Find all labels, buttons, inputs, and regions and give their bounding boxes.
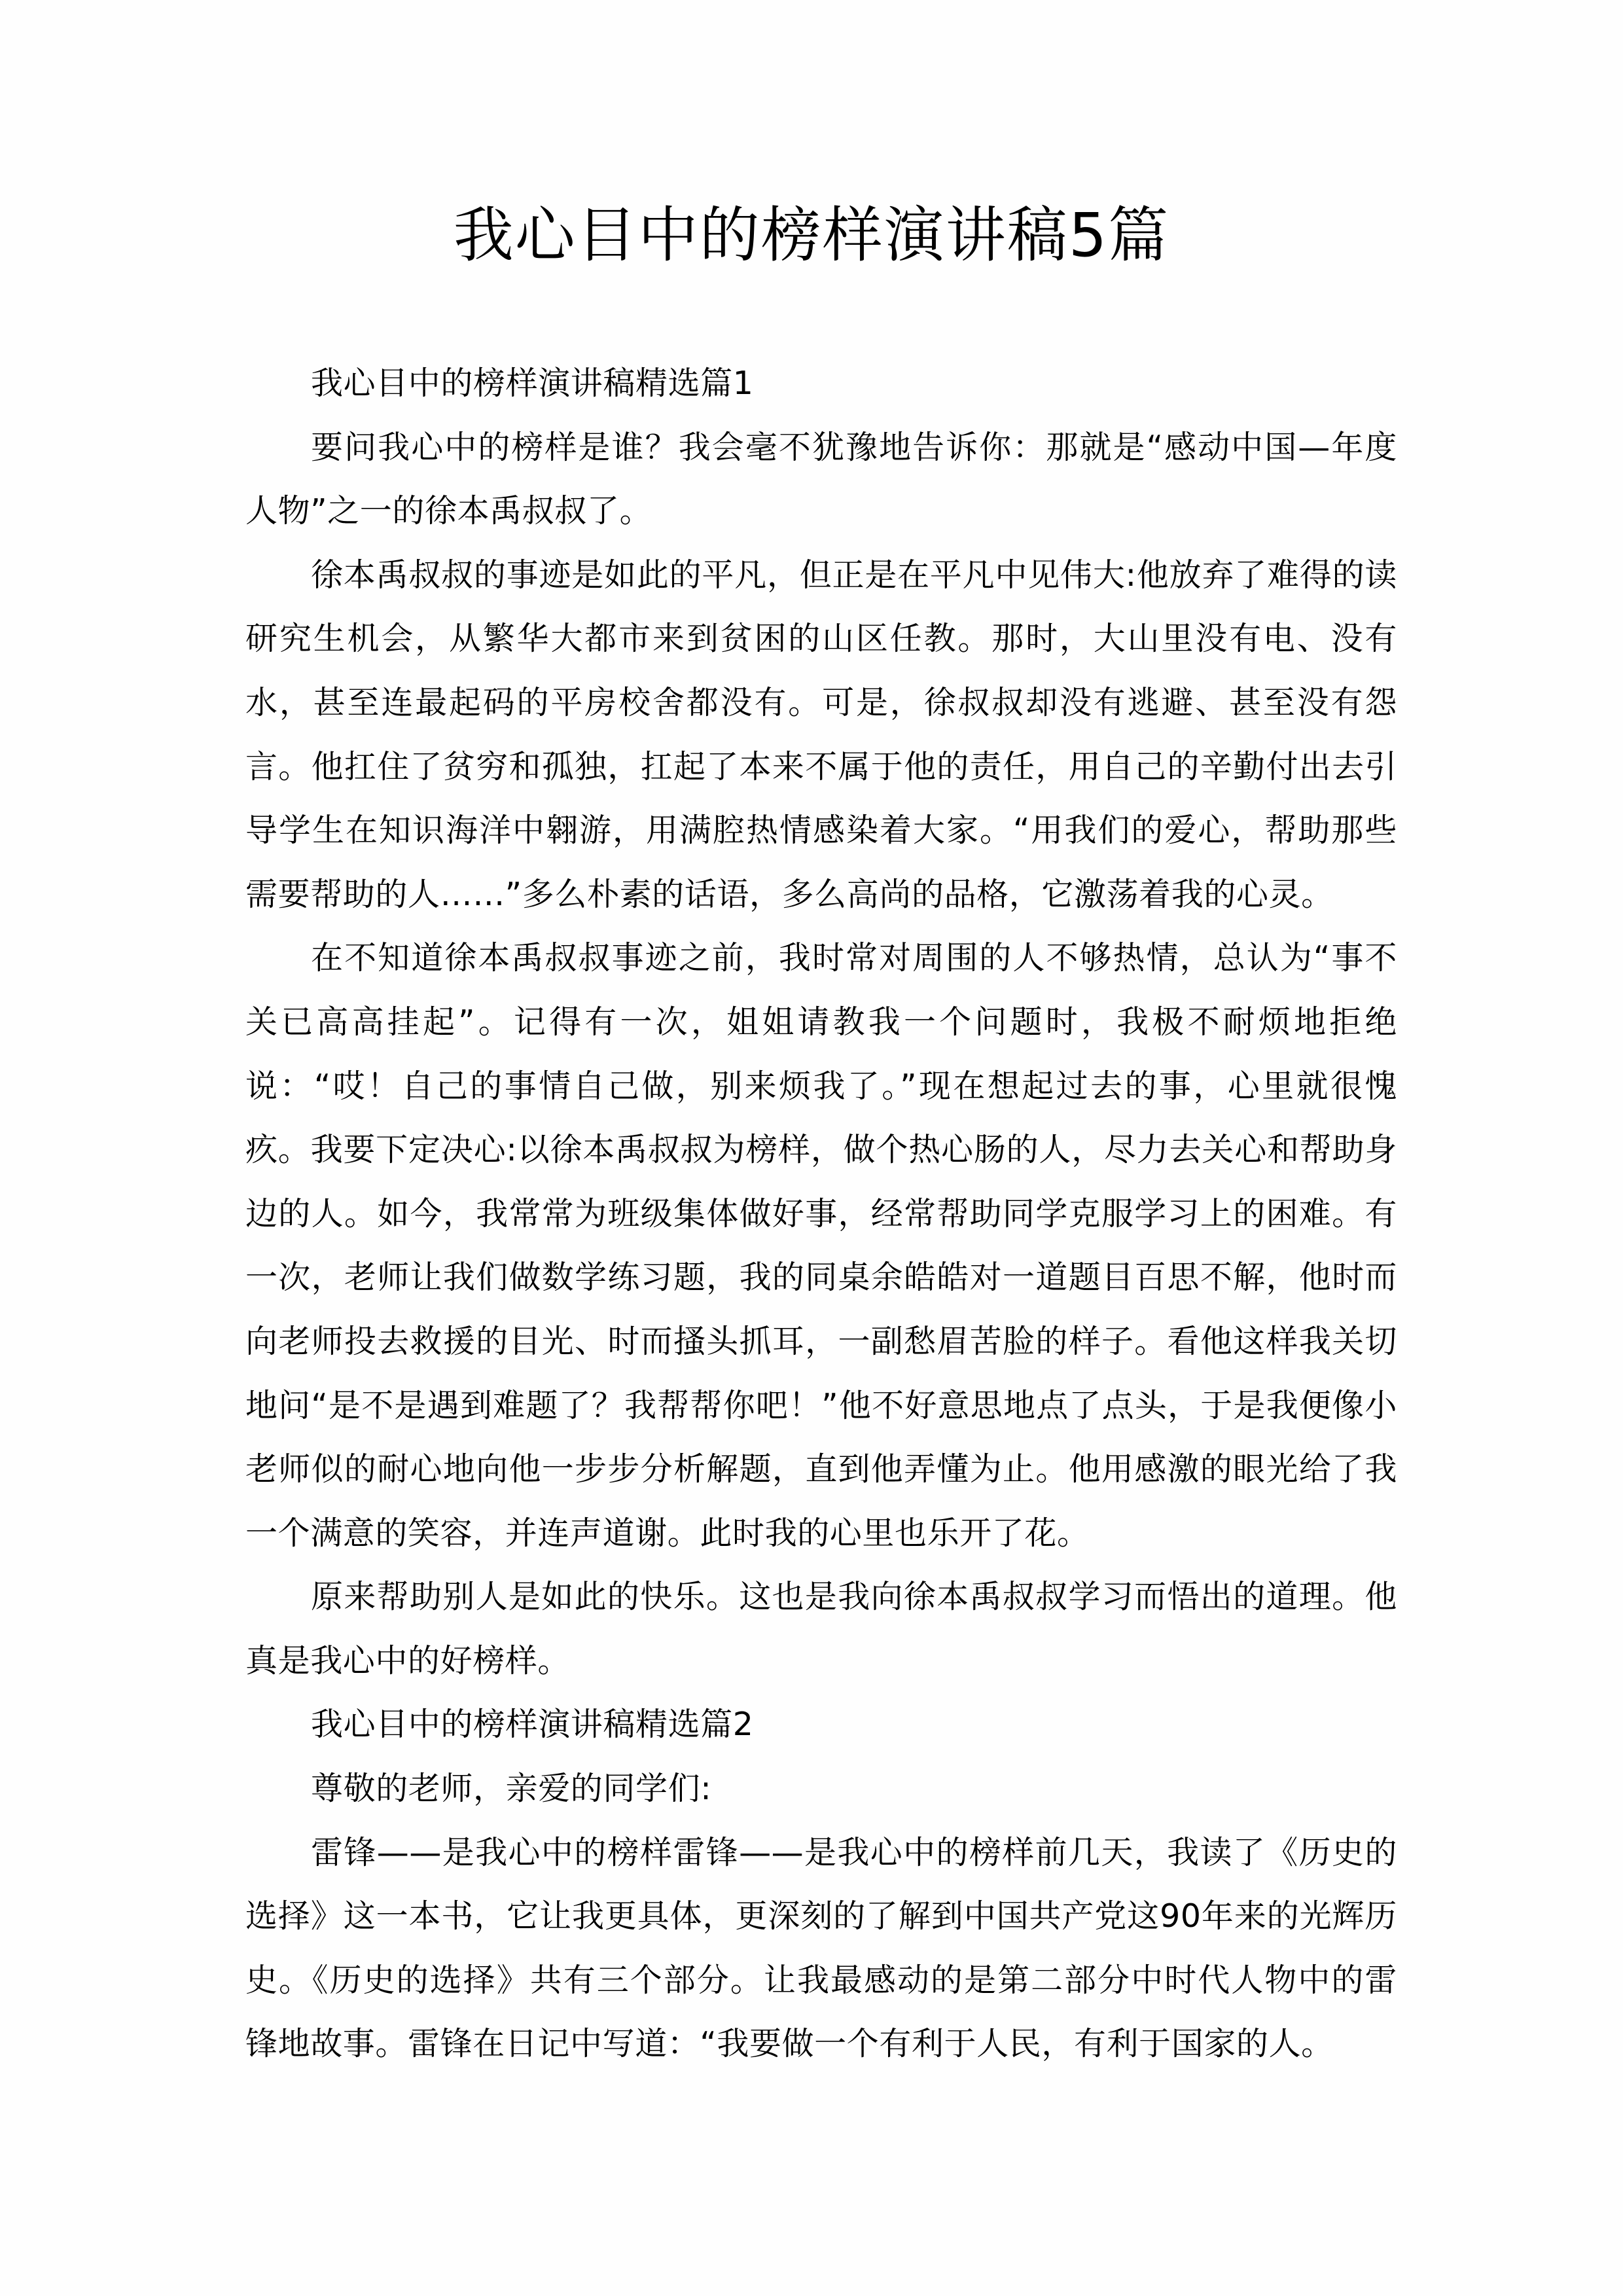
paragraph: 原来帮助别人是如此的快乐。这也是我向徐本禹叔叔学习而悟出的道理。他真是我心中的好榜样。 xyxy=(245,1578,1397,1679)
paragraph: 徐本禹叔叔的事迹是如此的平凡，但正是在平凡中见伟大:他放弃了难得的读研究生机会，从繁华大都市来到贫困的山区任教。那时，大山里没有电、没有水，甚至连最起码的平房校舍都没有。可是，徐叔叔却没有逃避、甚至没有怨言。他扛住了贫穷和孤独，扛起了本来不属于他的责任，用自己的辛勤付出去引导学生在知识海洋中翱游，用满腔热情感染着大家。“用我们的爱心，帮助那些需要帮助的人……”多么朴素的话语，多么高尚的品格，它激荡着我的心灵。 xyxy=(245,556,1397,913)
document-title: 我心目中的榜样演讲稿5篇 xyxy=(453,200,1170,270)
paragraph: 雷锋——是我心中的榜样雷锋——是我心中的榜样前几天，我读了《历史的选择》这一本书，它让我更具体，更深刻的了解到中国共产党这90年来的光辉历史。《历史的选择》共有三个部分。让我最感动的是第二部分中时代人物中的雷锋地故事。雷锋在日记中写道：“我要做一个有利于人民，有利于国家的人。 xyxy=(245,1833,1397,2063)
paragraph: 在不知道徐本禹叔叔事迹之前，我时常对周围的人不够热情，总认为“事不关已高高挂起”。记得有一次，姐姐请教我一个问题时，我极不耐烦地拒绝说：“哎！自己的事情自己做，别来烦我了。”现在想起过去的事，心里就很愧疚。我要下定决心:以徐本禹叔叔为榜样，做个热心肠的人，尽力去关心和帮助身边的人。如今，我常常为班级集体做好事，经常帮助同学克服学习上的困难。有一次，老师让我们做数学练习题，我的同桌余皓皓对一道题目百思不解，他时而向老师投去救援的目光、时而搔头抓耳，一副愁眉苦脸的样子。看他这样我关切地问“是不是遇到难题了？我帮帮你吧！”他不好意思地点了点头，于是我便像小老师似的耐心地向他一步步分析解题，直到他弄懂为止。他用感激的眼光给了我一个满意的笑容，并连声道谢。此时我的心里也乐开了花。 xyxy=(245,939,1397,1552)
paragraph: 要问我心中的榜样是谁？我会毫不犹豫地告诉你：那就是“感动中国—年度人物”之一的徐本禹叔叔了。 xyxy=(245,428,1397,530)
section-heading-2: 我心目中的榜样演讲稿精选篇2 xyxy=(311,1706,754,1744)
section-heading-1: 我心目中的榜样演讲稿精选篇1 xyxy=(311,365,754,402)
salutation: 尊敬的老师，亲爱的同学们: xyxy=(311,1770,712,1808)
document-body xyxy=(245,351,1397,2076)
